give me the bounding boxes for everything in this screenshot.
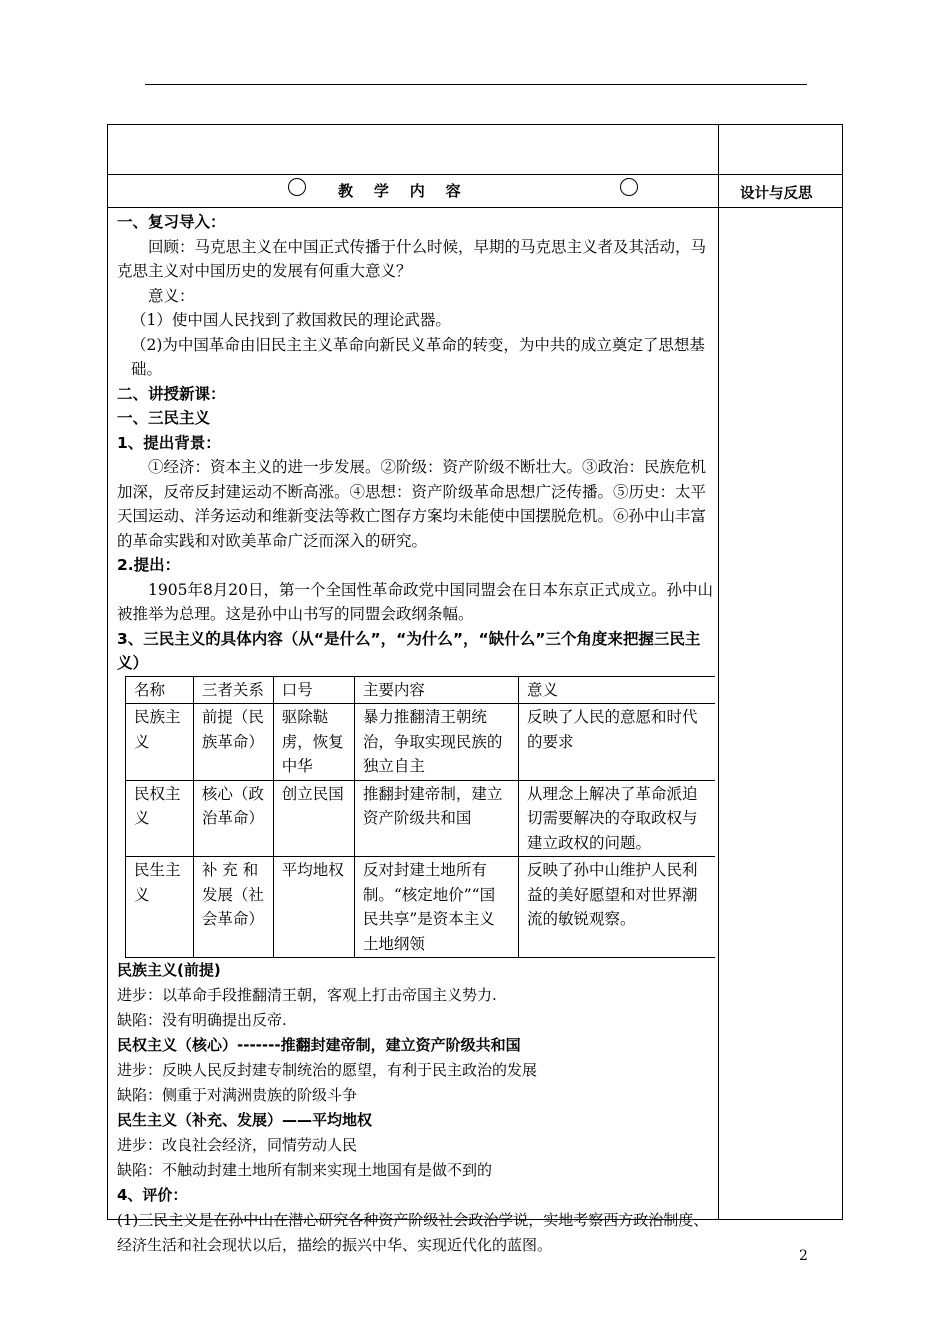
circle-right-icon [620,178,638,196]
new-lesson-heading: 二、讲授新课： [117,384,226,403]
table-row [126,857,716,958]
table-row [126,704,716,781]
table-header-cell: 三者关系 [193,676,273,704]
livelihood-defect: 缺陷：不触动封建土地所有制来实现土地国有是做不到的 [117,1161,493,1179]
meaning-point-2: （2)为中国革命由旧民主主义革命向新民义革命的转变，为中共的成立奠定了思想基础。 [131,335,705,378]
three-principles-table [125,676,715,959]
nationalism-heading: 民族主义(前提) [117,961,221,979]
table-cell: 推翻封建帝制，建立资产阶级共和国 [354,780,518,857]
democracy-progress: 进步：反映人民反封建专制统治的愿望，有利于民主政治的发展 [117,1061,538,1079]
table-cell: 反映了人民的意愿和时代的要求 [526,708,698,751]
meaning-label: 意义： [148,286,195,305]
table-header-row [126,676,716,704]
table-cell: 暴力推翻清王朝统治，争取实现民族的独立自主 [354,704,518,781]
table-cell: 民权主义 [126,780,194,857]
table-cell: 核心（政治革命） [193,780,273,857]
table-cell: 补 充 和 发展（社会革命） [193,857,273,958]
table-cell: 民族主义 [126,704,194,781]
teaching-content-title: 教 学 内 容 [338,182,461,200]
table-cell: 民生主义 [126,857,194,958]
propose-heading: 2.提出： [117,556,181,574]
table-header-cell: 口号 [273,676,354,704]
meaning-point-1: （1）使中国人民找到了救国救民的理论武器。 [131,311,451,329]
table-header-cell: 意义 [518,676,715,704]
header-row-divider [107,174,843,175]
page-number: 2 [799,1248,808,1264]
table-row [126,780,716,857]
table-header-cell: 主要内容 [354,676,518,704]
table-cell: 创立民国 [273,780,354,857]
democracy-heading: 民权主义（核心）-------推翻封建帝制，建立资产阶级共和国 [117,1036,521,1054]
review-heading: 一、复习导入： [117,213,226,231]
circle-left-icon [288,178,306,196]
design-reflection-title: 设计与反思 [740,186,813,202]
content-heading: 3、三民主义的具体内容（从“是什么”，“为什么”，“缺什么”三个角度来把握三民主义） [117,629,701,672]
table-cell-wrapper [518,857,715,958]
background-text: ①经济：资本主义的进一步发展。②阶级：资产阶级不断壮大。③政治：民族危机加深，反帝反封建运动不断高涨。④思想：资产阶级革命思想广泛传播。⑤历史：太平天国运动、洋务运动和维新变法等救亡图存方案均未能使中国摆脱危机。⑥孙中山丰富的革命实践和对欧美革命广泛而深入的研究。 [117,458,707,550]
title-row-divider [107,207,843,208]
top-rule [145,84,807,85]
table-header-cell: 名称 [126,676,194,704]
nationalism-progress: 进步：以革命手段推翻清王朝，客观上打击帝国主义势力. [117,986,497,1004]
column-divider [718,124,719,1220]
table-cell: 前提（民族革命） [193,704,273,781]
evaluation-heading: 4、评价： [117,1186,188,1204]
table-cell: 反映了孙中山维护人民利益的美好愿望和对世界潮流的敏锐观察。 [526,861,698,928]
propose-text: 1905年8月20日，第一个全国性革命政党中国同盟会在日本东京正式成立。孙中山被推举为总理。这是孙中山书写的同盟会政纲条幅。 [117,580,714,623]
livelihood-progress: 进步：改良社会经济，同情劳动人民 [117,1136,358,1154]
evaluation-text: (1)三民主义是在孙中山在潜心研究各种资产阶级社会政治学说，实地考察西方政治制度、经济生活和社会现状以后，描绘的振兴中华、实现近代化的蓝图。 [117,1211,709,1254]
table-cell: 从理念上解决了革命派迫切需要解决的夺取政权与建立政权的问题。 [526,784,698,852]
table-cell: 反对封建土地所有制。“核定地价”“国民共享”是资本主义土地纲领 [354,857,518,958]
main-content [117,210,715,1258]
table-cell-wrapper [518,704,715,781]
table-cell: 平均地权 [273,857,354,958]
table-cell-wrapper [518,780,715,857]
background-heading: 1、提出背景： [117,433,221,452]
section-heading: 一、三民主义 [117,409,211,427]
review-question: 回顾：马克思主义在中国正式传播于什么时候，早期的马克思主义者及其活动，马克思主义对中国历史的发展有何重大意义？ [117,237,707,280]
livelihood-heading: 民生主义（补充、发展）——平均地权 [117,1111,373,1129]
democracy-defect: 缺陷：侧重于对满洲贵族的阶级斗争 [117,1086,358,1104]
nationalism-defect: 缺陷：没有明确提出反帝. [117,1011,287,1029]
table-cell: 驱除鞑虏，恢复中华 [273,704,354,781]
